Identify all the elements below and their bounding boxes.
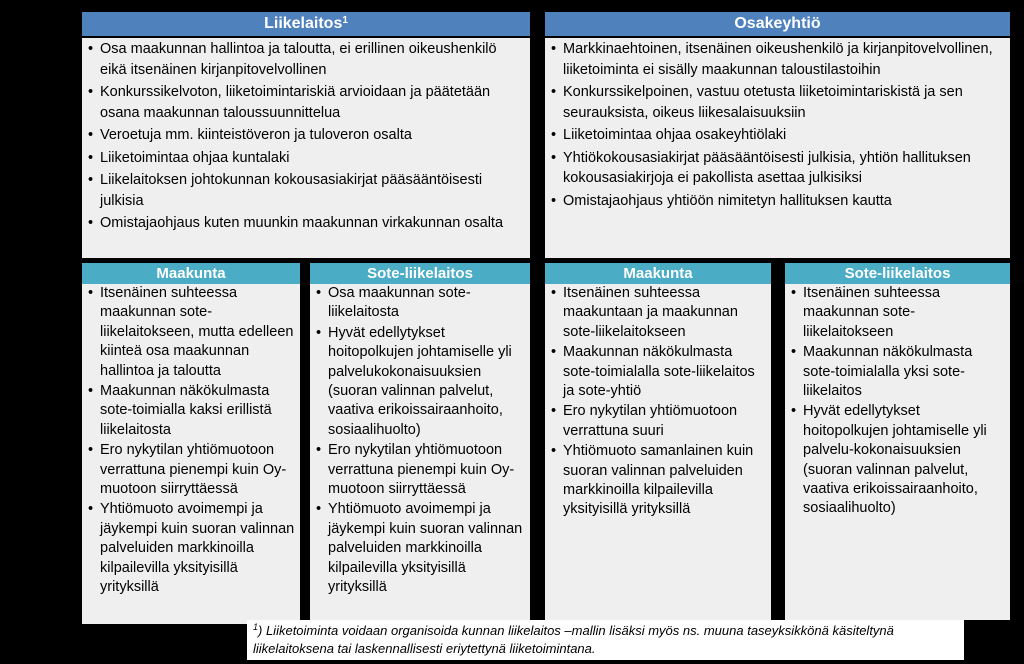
bullet-icon: • [791,344,797,361]
list-item: • Hyvät edellytykset hoitopolkujen johtamiselle yli palvelukokonaisuuksien (suoran valinnan palvelut, vaativa erikoissairaanhoito, sosiaalihuolto) [316,324,512,438]
list-item: • Liiketoimintaa ohjaa kuntalaki [88,148,524,169]
list-item: • Yhtiömuoto samanlainen kuin suoran valinnan palveluiden markkinoilla kilpailevilla yksityisillä yrityksillä [551,443,754,518]
left-sote-header: Sote-liikelaitos [310,263,530,284]
liikelaitos-title: Liikelaitos [264,15,343,32]
bullet-icon: • [316,285,322,301]
bullet-icon: • [551,285,557,301]
bullet-icon: • [88,127,94,143]
list-item: • Ero nykytilan yhtiömuotoon verrattuna suuri [551,403,738,439]
bullet-icon: • [551,149,557,166]
bullet-icon: • [88,285,94,301]
list-item: • Yhtiömuoto avoimempi ja jäykempi kuin suoran valinnan palveluiden markkinoilla kilpailevilla yksityisillä yrityksillä [316,501,523,596]
list-item: • Yhtiökokousasiakirjat pääsääntöisesti julkisia, yhtiön hallituksen kokousasiakirjoja ei pakollista asettaa julkisiksi [551,149,971,186]
bullet-icon: • [316,501,322,518]
footnote-ref: 1 [342,15,348,26]
list-item: • Veroetuja mm. kiinteistöveron ja tuloveron osalta [88,125,524,146]
footnote-text: ) Liiketoiminta voidaan organisoida kunnan liikelaitos –mallin lisäksi myös ns. muuna taseyksikkönä käsiteltynä liikelaitoksena tai laskennallisesti eriytettynä liiketoimintana. [253,623,894,656]
liikelaitos-panel [82,38,530,258]
list-item: • Itsenäinen suhteessa maakunnan sote-liikelaitokseen [791,285,941,340]
osakeyhtio-title: Osakeyhtiö [734,15,821,32]
list-item: • Maakunnan näkökulmasta sote-toimialalla sote-liikelaitos ja sote-yhtiö [551,344,755,400]
osakeyhtio-list [551,39,1004,211]
list-item: • Yhtiömuoto avoimempi ja jäykempi kuin suoran valinnan palveluiden markkinoilla kilpailevilla yksityisillä yrityksillä [88,501,295,596]
list-item: • Omistajaohjaus yhtiöön nimitetyn hallituksen kautta [551,191,1004,212]
bullet-icon: • [88,501,94,518]
bullet-icon: • [88,149,94,166]
bullet-icon: • [551,344,557,361]
list-item: • Omistajaohjaus kuten muunkin maakunnan virkakunnan osalta [88,213,524,234]
bullet-icon: • [88,215,94,231]
right-maakunta-panel [545,284,771,620]
right-maakunta-header: Maakunta [545,263,771,284]
left-maakunta-header: Maakunta [82,263,300,284]
list-item: • Osa maakunnan hallintoa ja taloutta, ei erillinen oikeushenkilö eikä itsenäinen kirjanpitovelvollinen [88,41,497,78]
right-sote-header: Sote-liikelaitos [785,263,1010,284]
list-item: • Hyvät edellytykset hoitopolkujen johtamiselle yli palvelu-kokonaisuuksien (suoran valinnan palvelut, vaativa erikoissairaanhoito, sosiaalihuolto) [791,403,987,517]
left-sote-panel [310,284,530,620]
list-item: • Osa maakunnan sote-liikelaitosta [316,285,471,321]
bullet-icon: • [88,383,94,400]
list-item: • Ero nykytilan yhtiömuotoon verrattuna pienempi kuin Oy-muotoon siirryttäessä [88,442,287,498]
list-item: • Itsenäinen suhteessa maakuntaan ja maakunnan sote-liikelaitokseen [551,285,738,340]
list-item: • Ero nykytilan yhtiömuotoon verrattuna pienempi kuin Oy-muotoon siirryttäessä [316,442,515,498]
list-item: • Maakunnan näkökulmasta sote-toimialla kaksi erillistä liikelaitosta [88,383,272,438]
osakeyhtio-panel [545,38,1010,258]
bullet-icon: • [316,324,322,341]
bullet-icon: • [551,192,557,209]
osakeyhtio-header [545,12,1010,36]
bullet-icon: • [551,84,557,100]
left-maakunta-panel [82,284,300,624]
list-item: • Liiketoimintaa ohjaa osakeyhtiölaki [551,125,1004,146]
bullet-icon: • [551,443,557,460]
bullet-icon: • [88,172,94,188]
footnote [247,620,964,660]
liikelaitos-list [88,39,524,234]
bullet-icon: • [88,84,94,100]
bullet-icon: • [791,403,797,420]
list-item: • Markkinaehtoinen, itsenäinen oikeushenkilö ja kirjanpitovelvollinen, liiketoiminta ei sisälly maakunnan taloustilastoihin [551,41,993,78]
bullet-icon: • [551,41,557,57]
footnote-marker: 1 [253,622,259,632]
list-item: • Konkurssikelvoton, liiketoimintariskiä arvioidaan ja päätetään osana maakunnan taloussuunnittelua [88,84,491,121]
list-item: • Konkurssikelpoinen, vastuu otetusta liiketoimintariskistä ja sen seurauksista, oikeus liikesalaisuuksiin [551,84,963,121]
bullet-icon: • [791,285,797,301]
bullet-icon: • [551,403,557,420]
liikelaitos-header [82,12,530,36]
bullet-icon: • [551,127,557,143]
list-item: • Liikelaitoksen johtokunnan kokousasiakirjat pääsääntöisesti julkisia [88,172,483,209]
bullet-icon: • [88,41,94,57]
list-item: • Itsenäinen suhteessa maakunnan sote-liikelaitokseen, mutta edelleen kiinteä osa maakunnan hallintoa ja taloutta [88,285,294,379]
bullet-icon: • [316,442,322,459]
bullet-icon: • [88,442,94,459]
list-item: • Maakunnan näkökulmasta sote-toimialalla yksi sote-liikelaitos [791,344,973,400]
right-sote-panel [785,284,1010,620]
